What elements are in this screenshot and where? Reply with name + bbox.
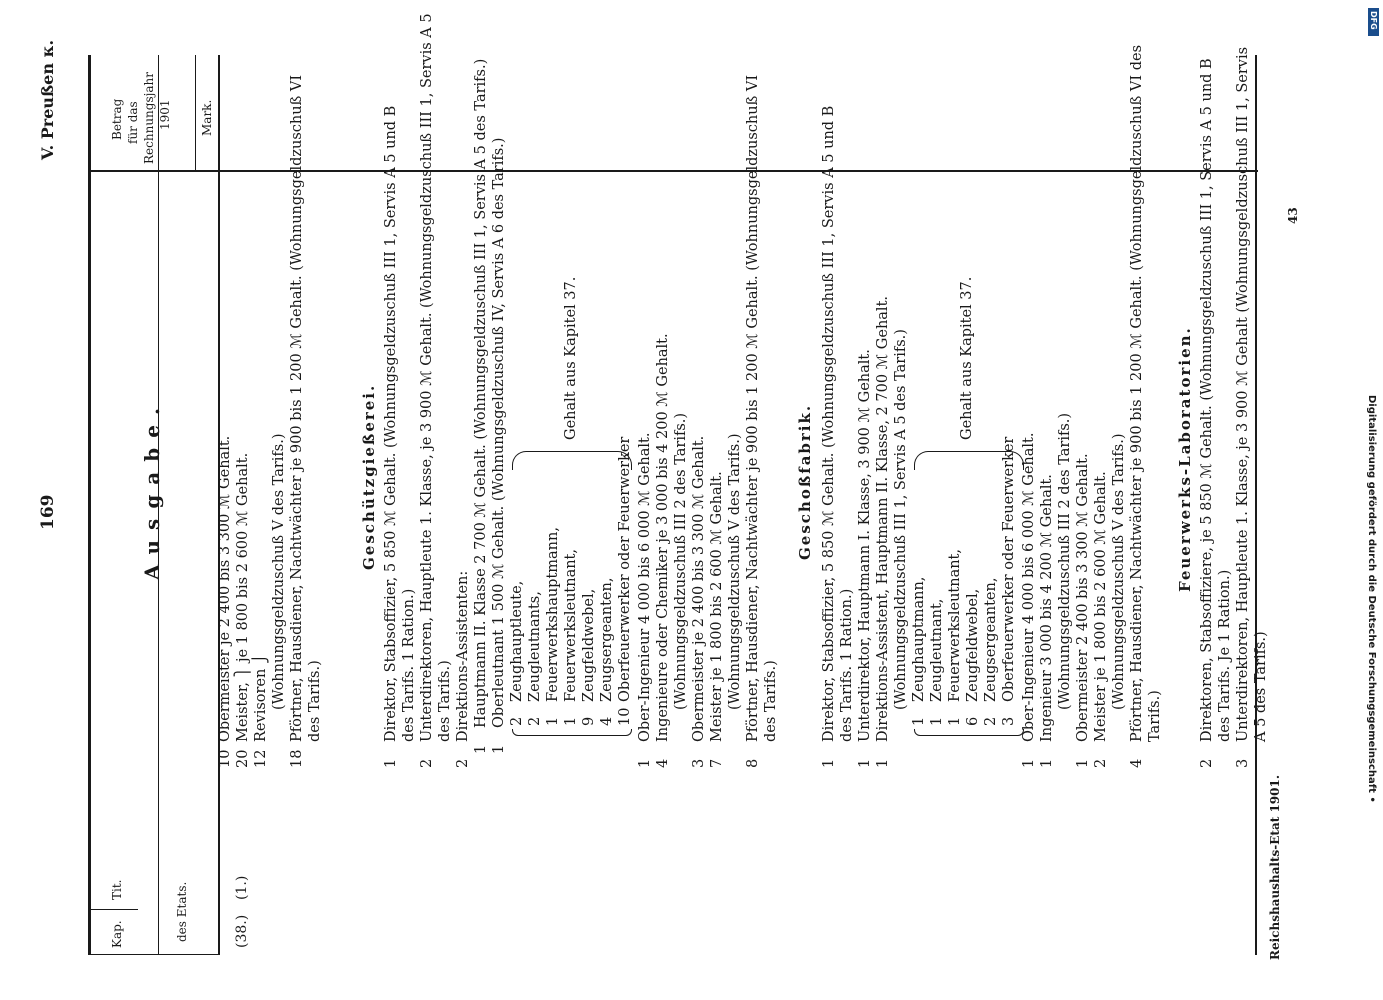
list-item-text: Zeugfeldwebel, <box>965 588 981 702</box>
list-item-text: des Tarifs. 1 Ration.) <box>401 588 417 742</box>
col-tit-header: Tit. <box>110 879 124 900</box>
list-item-text: des Tarifs.) <box>763 660 779 742</box>
digitization-credit <box>1366 395 1377 803</box>
list-item-text: (Wohnungsgeldzuschuß III 2 des Tarifs.) <box>673 412 689 710</box>
list-item-text: Revisoren ⎭ <box>253 653 269 742</box>
list-item-text: Oberfeuerwerker oder Feuerwerker <box>617 436 633 702</box>
list-item-text: (Wohnungsgeldzuschuß V des Tarifs.) <box>271 433 287 710</box>
left-bracket <box>512 729 632 736</box>
list-item-count: 2 <box>1199 758 1215 768</box>
brace-note: Gehalt aus Kapitel 37. <box>563 276 579 440</box>
right-brace <box>512 451 632 470</box>
dfg-logo-text: DFG <box>1369 11 1378 30</box>
list-item-count: 1 <box>1039 758 1055 768</box>
left-bracket <box>914 729 1024 736</box>
list-item-count: 1 <box>1021 758 1037 768</box>
column-rule-tit <box>88 954 218 955</box>
list-item-count: 4 <box>655 758 671 768</box>
list-item-text: Obermeister je 2 400 bis 3 300 ℳ Gehalt. <box>691 435 707 742</box>
list-item-text: Oberfeuerwerker oder Feuerwerker <box>1001 436 1017 702</box>
list-item-text: Tarifs.) <box>1147 690 1163 742</box>
list-item-count: 1 <box>911 716 927 726</box>
list-item-text: Ingenieure oder Chemiker je 3 000 bis 4 200 ℳ Gehalt. <box>655 333 671 742</box>
list-item-count: 2 <box>455 758 471 768</box>
section-heading-geschossfabrik: Geschoßfabrik. <box>796 403 814 560</box>
list-item-count: 9 <box>581 716 597 726</box>
list-item-text: Zeugfeldwebel, <box>581 588 597 702</box>
list-item-count: 3 <box>1001 716 1017 726</box>
page-number: 169 <box>38 494 58 530</box>
list-item-text: (Wohnungsgeldzuschuß III 2 des Tarifs.) <box>1057 412 1073 710</box>
list-item-count: 10 <box>217 749 233 768</box>
list-item-text: Feuerwerksleutnant, <box>563 549 579 702</box>
list-item-text: Zeughauptmann, <box>911 576 927 702</box>
list-item-text: des Tarifs.) <box>437 660 453 742</box>
list-item-text: Direktions-Assistenten: <box>455 570 471 742</box>
list-item-text: Direktor, Stabsoffizier, 5 850 ℳ Gehalt. (Wohnungsgeldzuschuß III 1, Servis A 5 und B <box>821 105 837 742</box>
list-item-text: Oberleutnant 1 500 ℳ Gehalt. (Wohnungsgeldzuschuß IV, Servis A 6 des Tarifs.) <box>491 137 507 728</box>
list-item-count: 1 <box>383 758 399 768</box>
table-bottom-rule <box>1255 55 1257 955</box>
list-item-text: Hauptmann II. Klasse 2 700 ℳ Gehalt. (Wohnungsgeldzuschuß III 1, Servis A 5 des Tarifs.) <box>473 58 489 728</box>
list-item-text: Unterdirektoren, Hauptleute 1. Klasse, je 3 900 ℳ Gehalt (Wohnungsgeldzuschuß III 1, Servis <box>1235 46 1251 742</box>
list-item-text: (Wohnungsgeldzuschuß III 1, Servis A 5 des Tarifs.) <box>893 329 909 710</box>
list-item-text: A 5 des Tarifs.) <box>1253 631 1269 742</box>
list-item-text: Direktor, Stabsoffizier, 5 850 ℳ Gehalt. (Wohnungsgeldzuschuß III 1, Servis A 5 und B <box>383 105 399 742</box>
list-item-text: Obermeister 2 400 bis 3 300 ℳ Gehalt. <box>1075 453 1091 742</box>
list-item-text: Meister je 1 800 bis 2 600 ℳ Gehalt. <box>1093 471 1109 742</box>
col-year-header: 1901 <box>158 99 172 130</box>
list-item-count: 1 <box>491 744 507 754</box>
list-item-count: 20 <box>235 749 251 768</box>
section-heading-geschuetzgiesserei: Geschützgießerei. <box>360 383 378 570</box>
list-item-count: 2 <box>419 758 435 768</box>
list-item-count: 18 <box>289 749 305 768</box>
list-item-text: Direktions-Assistent, Hauptmann II. Klasse, 2 700 ℳ Gehalt. <box>875 295 891 742</box>
list-item-text: Unterdirektoren, Hauptleute 1. Klasse, je 3 900 ℳ Gehalt. (Wohnungsgeldzuschuß III 1, Servis A 5 <box>419 13 435 742</box>
list-item-text: Obermeister je 2 400 bis 3 300 ℳ Gehalt. <box>217 435 233 742</box>
tit-value: (1.) <box>234 875 250 900</box>
col-kap-header: Kap. <box>110 920 124 948</box>
list-item-text: Zeugleutnant, <box>929 598 945 702</box>
list-item-text: Ober-Ingenieur 4 000 bis 6 000 ℳ Gehalt. <box>637 432 653 742</box>
list-item-count: 1 <box>929 716 945 726</box>
list-item-count: 3 <box>1235 758 1251 768</box>
list-item-count: 1 <box>947 716 963 726</box>
section-heading-feuerwerks-laboratorien: Feuerwerks-Laboratorien. <box>1176 326 1194 592</box>
col-mark-header: Mark. <box>200 99 214 136</box>
list-item-text: Zeughauptleute, <box>509 580 525 702</box>
list-item-text: Meister, ⎫ je 1 800 bis 2 600 ℳ Gehalt. <box>235 452 251 742</box>
list-item-text: Direktoren, Stabsoffiziere, je 5 850 ℳ Gehalt. (Wohnungsgeldzuschuß III 1, Servis A 5 und B <box>1199 58 1215 742</box>
list-item-text: Pförtner, Hausdiener, Nachtwächter je 900 bis 1 200 ℳ Gehalt. (Wohnungsgeldzuschuß VI <box>745 74 761 742</box>
col-rechnungsjahr-header: Rechnungsjahr <box>142 72 156 164</box>
list-item-text: (Wohnungsgeldzuschuß V des Tarifs.) <box>727 433 743 710</box>
list-item-text: Ober-Ingenieur 4 000 bis 6 000 ℳ Gehalt. <box>1021 432 1037 742</box>
list-item-count: 2 <box>509 716 525 726</box>
list-item-count: 1 <box>563 716 579 726</box>
kap-value: (38.) <box>234 914 250 948</box>
list-item-text: des Tarifs. Je 1 Ration.) <box>1217 569 1233 742</box>
list-item-count: 6 <box>965 716 981 726</box>
betrag-sub-rule <box>195 55 196 172</box>
list-item-text: des Tarifs.) <box>307 660 323 742</box>
list-item-text: Feuerwerksleutnant, <box>947 549 963 702</box>
list-item-text: Feuerwerkshauptmann, <box>545 527 561 702</box>
list-item-count: 2 <box>983 716 999 726</box>
list-item-count: 1 <box>875 758 891 768</box>
list-item-count: 1 <box>857 758 873 768</box>
list-item-count: 12 <box>253 749 269 768</box>
list-item-count: 4 <box>1129 758 1145 768</box>
dfg-logo <box>1368 8 1379 36</box>
list-item-count: 1 <box>637 758 653 768</box>
col-des-etats-header: des Etats. <box>175 881 189 942</box>
list-item-count: 10 <box>617 707 633 726</box>
list-item-text: Zeugsergeanten, <box>599 577 615 702</box>
list-item-text: Ingenieur 3 000 bis 4 200 ℳ Gehalt. <box>1039 474 1055 742</box>
page-title: Ausgabe. <box>140 398 164 580</box>
list-item-text: Zeugsergeanten, <box>983 577 999 702</box>
list-item-count: 1 <box>545 716 561 726</box>
list-item-count: 7 <box>709 758 725 768</box>
col-fuer-das-header: für das <box>126 101 140 144</box>
list-item-count: 2 <box>527 716 543 726</box>
list-item-text: (Wohnungsgeldzuschuß V des Tarifs.) <box>1111 433 1127 710</box>
list-item-count: 1 <box>1075 758 1091 768</box>
list-item-text: Pförtner, Hausdiener, Nachtwächter je 900 bis 1 200 ℳ Gehalt. (Wohnungsgeldzuschuß VI <box>289 74 305 742</box>
country-header: V. Preußen κ. <box>38 39 57 160</box>
brace-note: Gehalt aus Kapitel 37. <box>959 276 975 440</box>
kap-tit-divider <box>88 909 138 910</box>
list-item-count: 3 <box>691 758 707 768</box>
list-item-text: Unterdirektor, Hauptmann I. Klasse, 3 900 ℳ Gehalt. <box>857 349 873 742</box>
list-item-count: 8 <box>745 758 761 768</box>
list-item-text: des Tarifs. 1 Ration.) <box>839 588 855 742</box>
list-item-text: Zeugleutnants, <box>527 591 543 702</box>
list-item-text: Meister je 1 800 bis 2 600 ℳ Gehalt. <box>709 471 725 742</box>
list-item-text: Pförtner, Hausdiener, Nachtwächter je 900 bis 1 200 ℳ Gehalt. (Wohnungsgeldzuschuß VI des <box>1129 44 1145 742</box>
footer-page-ref: 43 <box>1286 207 1300 224</box>
table-top-rule <box>88 55 91 955</box>
list-item-count: 2 <box>1093 758 1109 768</box>
list-item-count: 1 <box>473 744 489 754</box>
col-betrag-header: Betrag <box>110 98 124 140</box>
footer-etat: Reichshaushalts-Etat 1901. <box>1268 774 1282 960</box>
list-item-count: 1 <box>821 758 837 768</box>
list-item-count: 4 <box>599 716 615 726</box>
betrag-column-rule <box>88 170 1258 172</box>
credit-text: Digitalisierung gefördert durch die Deutsche Forschungsgemeinschaft • <box>1366 395 1377 803</box>
right-brace <box>914 451 1024 470</box>
